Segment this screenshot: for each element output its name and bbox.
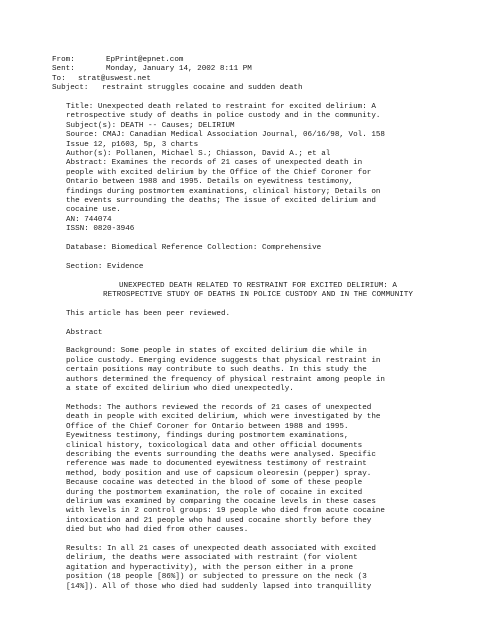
paragraph-line: Eyewitness testimony, findings during postmortem examinations, xyxy=(66,432,349,441)
paragraph-line: method, body position and use of capsicum oleoresin (pepper) spray. xyxy=(66,469,372,478)
database-line: Database: Biomedical Reference Collection: Comprehensive xyxy=(66,244,322,253)
subject-label: Subject: xyxy=(52,84,89,93)
from-label: From: xyxy=(52,56,75,64)
citation-line: Author(s): Pollanen, Michael S.; Chiasson, David A.; et al xyxy=(66,150,331,159)
paragraph-line: Background: Some people in states of excited delirium die while in xyxy=(66,347,367,356)
to-value: strat@uswest.net xyxy=(78,74,151,83)
citation-line: Source: CMAJ: Canadian Medical Association Journal, 06/16/98, Vol. 158 xyxy=(66,131,385,140)
paragraph-line: with levels in 2 control groups: 19 people who died from acute cocaine xyxy=(66,507,385,516)
results-paragraph xyxy=(66,545,450,592)
to-row xyxy=(52,75,474,84)
paragraph-line: intoxication and 21 people who had used cocaine shortly before they xyxy=(66,516,372,525)
citation-line: Abstract: Examines the records of 21 cases of unexpected death in xyxy=(66,159,363,168)
sent-label: Sent: xyxy=(52,65,75,74)
citation-line: retrospective study of deaths in police custody and in the community. xyxy=(66,112,381,121)
citation-line: cocaine use. xyxy=(66,206,121,215)
paragraph-line: [14%]). All of those who died had suddenly lapsed into tranquillity xyxy=(66,582,372,591)
paragraph-line: agitation and hyperactivity), with the person either in a prone xyxy=(66,563,354,572)
citation-line: the events surrounding the deaths; The issue of excited delirium and xyxy=(66,197,376,206)
citation-line: people with excited delirium by the Office of the Chief Coroner for xyxy=(66,168,372,177)
methods-paragraph xyxy=(66,404,450,536)
sent-row xyxy=(52,65,474,74)
paragraph-line: Methods: The authors reviewed the records of 21 cases of unexpected xyxy=(66,403,372,412)
paragraph-line: Office of the Chief Coroner for Ontario between 1988 and 1995. xyxy=(66,422,349,431)
paragraph-line: delirium was examined by comparing the cocaine levels in these cases xyxy=(66,497,376,506)
citation-line: Subject(s): DEATH -- Causes; DELIRIUM xyxy=(66,121,235,130)
citation-line: Ontario between 1988 and 1995. Details on eyewitness testimony, xyxy=(66,178,354,187)
abstract-label: Abstract xyxy=(66,328,103,337)
sent-value: Monday, January 14, 2002 8:11 PM xyxy=(106,65,252,74)
from-row xyxy=(52,56,474,65)
issn: ISSN: 0820-3946 xyxy=(66,225,135,234)
paragraph-line: died but who had died from other causes. xyxy=(66,526,249,535)
from-value: EpPrint@epnet.com xyxy=(106,56,184,64)
email-header xyxy=(52,56,474,94)
article-body xyxy=(66,103,450,592)
article-heading xyxy=(66,282,450,301)
paragraph-line: death in people with excited delirium, which were investigated by the xyxy=(66,413,381,422)
paragraph-line: describing the events surrounding the deaths were analysed. Specific xyxy=(66,450,376,459)
citation-line: Issue 12, p1603, 5p, 3 charts xyxy=(66,140,199,149)
paragraph-line: delirium, the deaths were associated with restraint (for violent xyxy=(66,554,358,563)
citation-line: findings during postmortem examinations, clinical history; Details on xyxy=(66,187,381,196)
peer-review-note: This article has been peer reviewed. xyxy=(66,309,231,318)
section-line: Section: Evidence xyxy=(66,262,144,271)
paragraph-line: authors determined the frequency of physical restraint among people in xyxy=(66,375,385,384)
paragraph-line: clinical history, toxicological data and other official documents xyxy=(66,441,363,450)
citation-block xyxy=(66,103,450,235)
heading-line: RETROSPECTIVE STUDY OF DEATHS IN POLICE CUSTODY AND IN THE COMMUNITY xyxy=(103,291,413,300)
paragraph-line: position (18 people [86%]) or subjected to pressure on the neck (3 xyxy=(66,573,367,582)
paragraph-line: reference was made to documented eyewitness testimony of restraint xyxy=(66,460,367,469)
subject-row xyxy=(52,84,474,93)
subject-value: restraint struggles cocaine and sudden death xyxy=(102,84,303,93)
paragraph-line: a state of excited delirium who died unexpectedly. xyxy=(66,385,294,394)
paragraph-line: during the postmortem examination, the role of cocaine in excited xyxy=(66,488,363,497)
paragraph-line: Results: In all 21 cases of unexpected death associated with excited xyxy=(66,544,376,553)
citation-line: Title: Unexpected death related to restraint for excited delirium: A xyxy=(66,103,376,112)
heading-line: UNEXPECTED DEATH RELATED TO RESTRAINT FOR EXCITED DELIRIUM: A xyxy=(119,281,397,290)
to-label: To: xyxy=(52,74,66,83)
background-paragraph xyxy=(66,347,450,394)
paragraph-line: Because cocaine was detected in the blood of some of these people xyxy=(66,479,363,488)
accession-number: AN: 744074 xyxy=(66,215,112,224)
paragraph-line: certain positions may contribute to such deaths. In this study the xyxy=(66,366,367,375)
paragraph-line: police custody. Emerging evidence suggests that physical restraint in xyxy=(66,356,381,365)
